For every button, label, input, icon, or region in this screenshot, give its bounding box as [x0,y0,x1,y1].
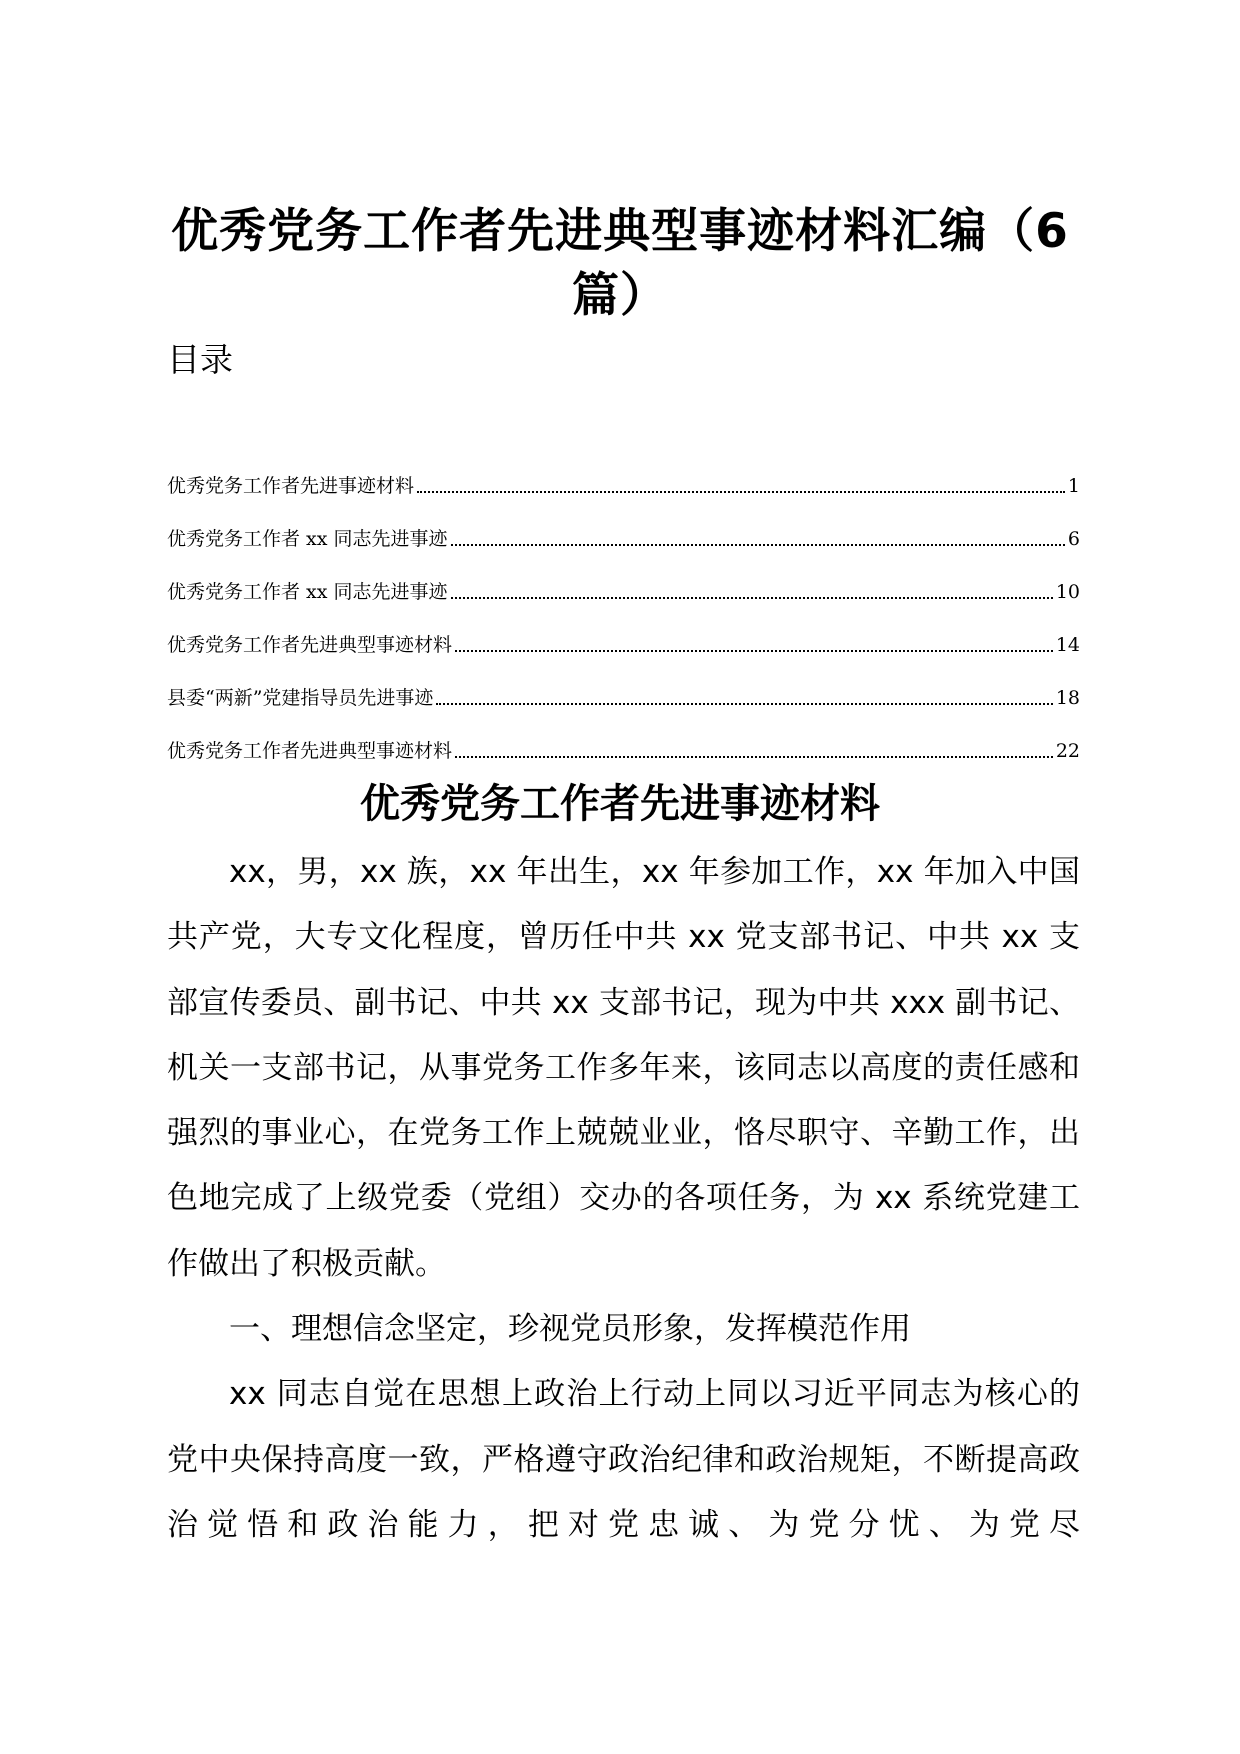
table-of-contents [167,448,1080,766]
toc-entry-page: 18 [1055,687,1080,709]
toc-entry-title: 优秀党务工作者先进典型事迹材料 [167,634,453,656]
toc-entry[interactable] [167,607,1080,660]
toc-dot-leader [455,649,1053,652]
body-paragraph: xx，男，xx 族，xx 年出生，xx 年参加工作，xx 年加入中国共产党，大专文化程度，曾历任中共 xx 党支部书记、中共 xx 支部宣传委员、副书记、中共 xx 支部书记，现为中共 xxx 副书记、机关一支部书记，从事党务工作多年来，该同志以高度的责任感和强烈的事业心，在党务工作上兢兢业业，恪尽职守、辛勤工作，出色地完成了上级党委（党组）交办的各项任务，为 xx 系统党建工作做出了积极贡献。 [167,854,1080,1282]
toc-entry-title: 县委“两新”党建指导员先进事迹 [167,687,434,709]
body-paragraph: xx 同志自觉在思想上政治上行动上同以习近平同志为核心的党中央保持高度一致，严格遵守政治纪律和政治规矩，不断提高政治觉悟和政治能力，把对党忠诚、为党分忧、为党尽 [167,1376,1080,1543]
document-title: 优秀党务工作者先进典型事迹材料汇编（6篇） [171,204,1069,323]
toc-entry-page: 1 [1067,475,1080,497]
toc-entry-page: 22 [1055,740,1080,762]
toc-entry[interactable] [167,660,1080,713]
section-title: 优秀党务工作者先进事迹材料 [360,781,880,827]
toc-dot-leader [451,596,1053,599]
toc-entry[interactable] [167,554,1080,607]
toc-dot-leader [455,755,1053,758]
toc-entry-title: 优秀党务工作者 xx 同志先进事迹 [167,528,448,550]
toc-entry[interactable] [167,501,1080,554]
section-heading: 一、理想信念坚定，珍视党员形象，发挥模范作用 [229,1311,911,1348]
toc-dot-leader [417,490,1065,493]
toc-entry-title: 优秀党务工作者先进典型事迹材料 [167,740,453,762]
toc-entry-page: 10 [1055,581,1080,603]
toc-dot-leader [436,702,1052,705]
toc-entry-title: 优秀党务工作者先进事迹材料 [167,475,415,497]
toc-entry-title: 优秀党务工作者 xx 同志先进事迹 [167,581,448,603]
toc-entry[interactable] [167,713,1080,766]
toc-entry[interactable] [167,448,1080,501]
toc-entry-page: 6 [1067,528,1080,550]
body-text [167,840,1080,1558]
toc-entry-page: 14 [1055,634,1080,656]
toc-heading: 目录 [167,340,233,379]
toc-dot-leader [451,543,1065,546]
